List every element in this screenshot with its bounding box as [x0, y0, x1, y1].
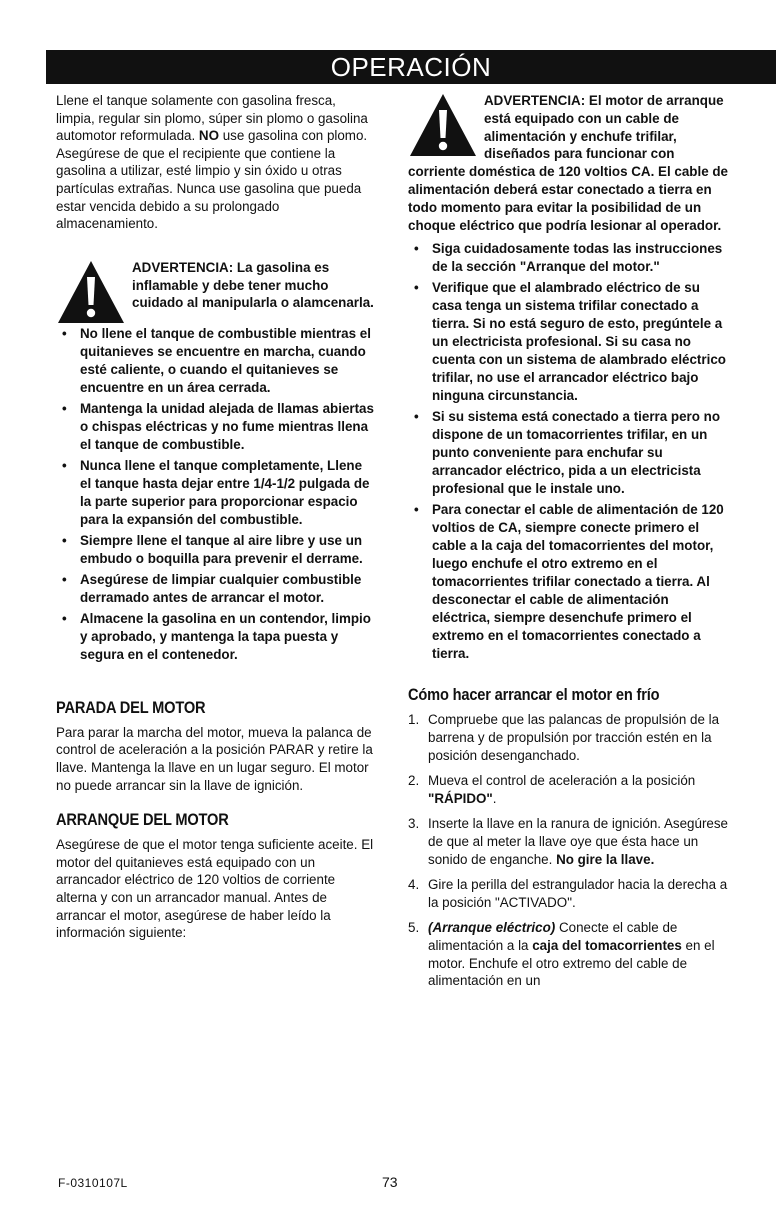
list-item: • Verifique que el alambrado eléctrico de su casa tenga un sistema trifilar conectado a tierra. Si no está seguro de esto, pregúntele a un electricista profesional. Si su casa no cuenta con un sistema de alambrado eléctrico trifilar, no use el arrancador eléctrico bajo ninguna circunstancia.: [414, 280, 726, 404]
list-item: • Si su sistema está conectado a tierra pero no dispone de un tomacorrientes trifilar, en un punto conveniente para enchufar su arrancador eléctrico, pida a un electricista profesional que le instale uno.: [414, 409, 721, 497]
electric-warning: [408, 92, 730, 234]
right-column: [408, 92, 730, 998]
list-item: • Mantenga la unidad alejada de llamas abiertas o chispas eléctricas y no fume mientras llena el tanque de combustible.: [62, 400, 374, 452]
step-item: 3. Inserte la llave en la ranura de ignición. Asegúrese de que al meter la llave oye que ésta hace un sonido de enganche. No gire la llave.: [408, 816, 728, 867]
list-item: • Para conectar el cable de alimentación de 120 voltios de CA, siempre conecte primero el cable a la caja del tomacorrientes del motor, luego enchufe el otro extremo en el tomacorrientes trifilar conectado a tierra. Al desconectar el cable de alimentación eléctrica, siempre desenchufe primero el extremo en el tomacorrientes conectado a tierra.: [414, 502, 724, 662]
step-item: 4. Gire la perilla del estrangulador hacia la derecha a la posición "ACTIVADO".: [408, 877, 728, 910]
gasoline-warning-text: ADVERTENCIA: La gasolina es inflamable y debe tener mucho cuidado al manipularla o alamcenarla.: [132, 259, 374, 311]
list-item: • No llene el tanque de combustible mientras el quitanieves se encuentre en marcha, cuando esté caliente, o cuando el quitanieves se encuentre en un área cerrada.: [62, 325, 371, 395]
intro-text-bold: NO: [198, 128, 219, 144]
left-column: [56, 92, 376, 942]
arranque-paragraph: Asegúrese de que el motor tenga suficiente aceite. El motor del quitanieves está equipado con un arrancador eléctrico de 120 voltios de corriente alterna y con un arrancador manual. Antes de arrancar el motor, asegúrese de haber leído la información siguiente:: [56, 837, 374, 941]
list-item: • Siga cuidadosamente todas las instrucciones de la sección "Arranque del motor.": [414, 241, 723, 275]
step-item: 2. Mueva el control de aceleración a la posición "RÁPIDO".: [408, 773, 696, 806]
cold-start-heading: Cómo hacer arrancar el motor en frío: [408, 685, 660, 705]
step-item: 5. (Arranque eléctrico) Conecte el cable de alimentación a la caja del tomacorrientes en el motor. Enchufe el otro extremo del cable de alimentación en un: [408, 920, 715, 989]
page-number: 73: [382, 1174, 398, 1190]
intro-text-c: use gasolina con plomo. Asegúrese de que el recipiente que contiene la gasolina a utilizar, esté limpio y sin óxido u otras partículas extrañas. Nunca use gasolina que pueda estar vencida debido a su prolongado almacenamiento.: [56, 128, 368, 232]
gasoline-warning: [56, 259, 376, 312]
list-item: • Asegúrese de limpiar cualquier combustible derramado antes de arrancar el motor.: [62, 571, 362, 605]
arranque-heading: ARRANQUE DEL MOTOR: [56, 810, 229, 830]
list-item: • Nunca llene el tanque completamente, Llene el tanque hasta dejar entre 1/4-1/2 pulgada de la parte superior para proporcionar espacio para la expansión del combustible.: [62, 457, 370, 527]
fuel-intro-paragraph: [56, 92, 376, 233]
intro-text-a: Llene el tanque solamente con gasolina fresca, limpia, regular sin plomo, súper sin plomo o gasolina automotor reformulada.: [56, 93, 368, 144]
step-item: 1. Compruebe que las palancas de propulsión de la barrena y de propulsión por tracción estén en la posición desenganchado.: [408, 712, 720, 763]
electric-warning-text: ADVERTENCIA: El motor de arranque está equipado con un cable de alimentación y enchufe trifilar, diseñados para funcionar con corriente doméstica de 120 voltios CA. El cable de alimentación deberá estar conectado a tierra en todo momento para evitar la posibilidad de un choque eléctrico que podría lesionar al operador.: [408, 93, 729, 233]
electric-safety-list: [408, 240, 730, 663]
parada-heading: PARADA DEL MOTOR: [56, 697, 206, 717]
section-banner: OPERACIÓN: [46, 50, 776, 84]
document-code: F-0310107L: [58, 1176, 128, 1190]
parada-paragraph: Para parar la marcha del motor, mueva la palanca de control de aceleración a la posición PARAR y retire la llave. Mantenga la llave en un lugar seguro. El motor no puede arrancar sin la llave de ignición.: [56, 724, 373, 793]
list-item: • Siempre llene el tanque al aire libre y use un embudo o boquilla para prevenir el derrame.: [62, 532, 363, 566]
list-item: • Almacene la gasolina en un contendor, limpio y aprobado, y mantenga la tapa puesta y segura en el contenedor.: [62, 610, 371, 662]
warning-triangle-icon: [408, 92, 478, 158]
fuel-safety-list: [56, 325, 376, 664]
cold-start-steps: [408, 711, 730, 989]
warning-triangle-icon: [56, 259, 126, 325]
